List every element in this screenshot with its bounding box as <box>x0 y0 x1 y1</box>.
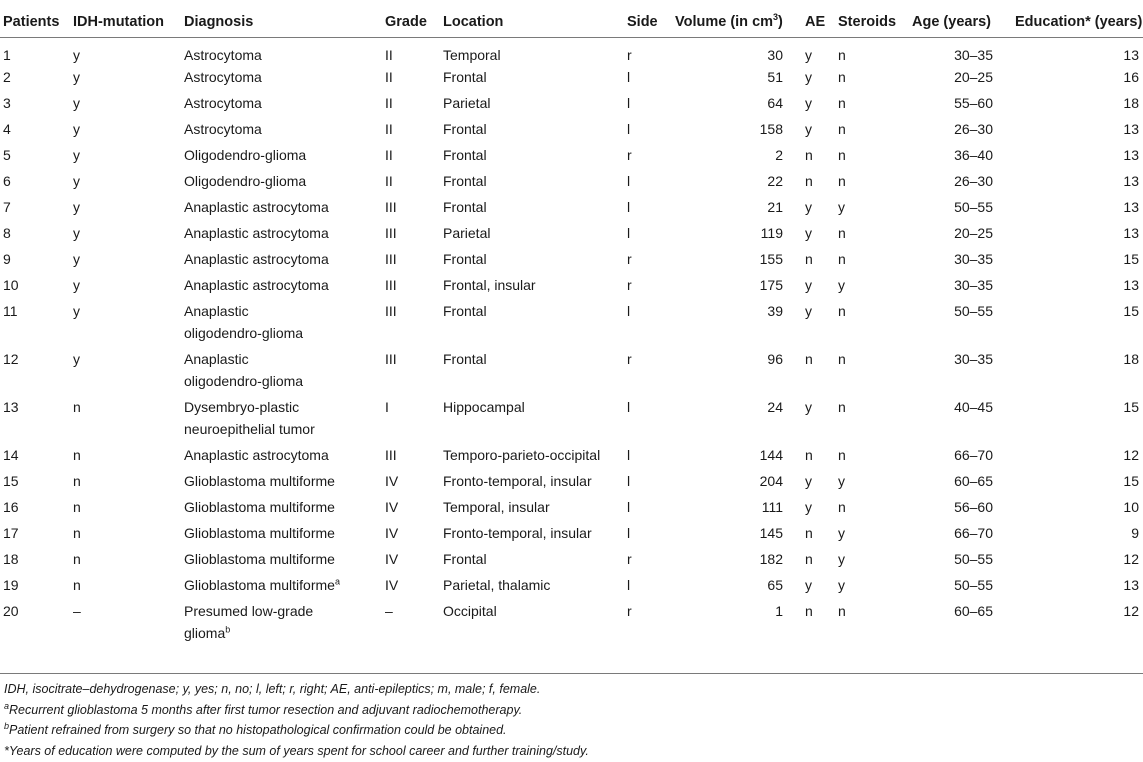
cell-side: l <box>627 303 631 319</box>
table-row <box>0 170 1143 196</box>
cell-education: 13 <box>1123 277 1139 293</box>
cell-age: 26–30 <box>954 121 993 137</box>
cell-location: Frontal <box>443 303 487 319</box>
cell-ae: y <box>805 473 812 489</box>
cell-side: l <box>627 225 631 241</box>
cell-idh: y <box>73 251 80 267</box>
cell-patient: 8 <box>3 225 11 241</box>
cell-location: Frontal <box>443 251 487 267</box>
cell-education: 18 <box>1123 95 1139 111</box>
cell-patient: 10 <box>3 277 19 293</box>
cell-patient: 16 <box>3 499 19 515</box>
footnote-b: $^b$Patient refrained from surgery so that no histopathological confirmation could be obtained. <box>4 720 507 737</box>
cell-steroids: n <box>838 173 846 189</box>
table-row <box>0 118 1143 144</box>
cell-grade: I <box>385 399 389 415</box>
cell-side: l <box>627 173 631 189</box>
cell-idh: y <box>73 47 80 63</box>
cell-patient: 20 <box>3 603 19 619</box>
cell-volume: 155 <box>759 251 783 267</box>
cell-idh: – <box>73 603 81 619</box>
table-footnotes <box>4 679 1139 761</box>
table-row <box>0 38 1143 67</box>
cell-ae: y <box>805 577 812 593</box>
table-row <box>0 444 1143 470</box>
cell-volume: 204 <box>759 473 783 489</box>
cell-location: Parietal <box>443 225 491 241</box>
cell-grade: III <box>385 251 397 267</box>
cell-volume: 111 <box>761 499 783 515</box>
cell-patient: 5 <box>3 147 11 163</box>
cell-grade: II <box>385 173 393 189</box>
cell-idh: y <box>73 303 80 319</box>
cell-patient: 2 <box>3 69 11 85</box>
cell-diagnosis: Glioblastoma multiforme <box>184 499 335 515</box>
cell-education: 15 <box>1123 473 1139 489</box>
cell-side: l <box>627 473 631 489</box>
cell-side: l <box>627 121 631 137</box>
cell-location: Hippocampal <box>443 399 525 415</box>
cell-location: Frontal <box>443 69 487 85</box>
cell-grade: III <box>385 351 397 367</box>
cell-patient: 19 <box>3 577 19 593</box>
table-row <box>0 196 1143 222</box>
cell-steroids: n <box>838 225 846 241</box>
cell-ae: y <box>805 69 812 85</box>
cell-education: 13 <box>1123 225 1139 241</box>
cell-grade: IV <box>385 473 399 489</box>
cell-diagnosis: Oligodendro-glioma <box>184 147 307 163</box>
cell-education: 12 <box>1123 551 1139 567</box>
cell-grade: IV <box>385 499 399 515</box>
cell-age: 66–70 <box>954 447 993 463</box>
cell-diagnosis: Anaplastic astrocytoma <box>184 251 329 267</box>
cell-side: r <box>627 147 632 163</box>
cell-volume: 2 <box>775 147 783 163</box>
cell-patient: 15 <box>3 473 19 489</box>
cell-diagnosis: Glioblastoma multiforme <box>184 551 335 567</box>
cell-volume: 96 <box>767 351 783 367</box>
table-row <box>0 222 1143 248</box>
cell-age: 36–40 <box>954 147 993 163</box>
cell-grade: IV <box>385 577 399 593</box>
cell-grade: IV <box>385 551 399 567</box>
cell-idh: n <box>73 577 81 593</box>
cell-education: 16 <box>1123 69 1139 85</box>
cell-diagnosis: Anaplastic oligodendro-glioma <box>184 303 304 341</box>
cell-side: r <box>627 551 632 567</box>
cell-age: 26–30 <box>954 173 993 189</box>
cell-idh: y <box>73 173 80 189</box>
cell-steroids: n <box>838 499 846 515</box>
cell-education: 13 <box>1123 47 1139 63</box>
cell-idh: y <box>73 225 80 241</box>
cell-education: 15 <box>1123 251 1139 267</box>
cell-location: Parietal <box>443 95 491 111</box>
cell-grade: II <box>385 121 393 137</box>
cell-ae: y <box>805 225 812 241</box>
cell-ae: y <box>805 47 812 63</box>
cell-idh: y <box>73 199 80 215</box>
cell-side: l <box>627 577 631 593</box>
cell-volume: 64 <box>767 95 783 111</box>
cell-diagnosis: Glioblastoma multiforme$^a$ <box>184 576 340 593</box>
cell-patient: 12 <box>3 351 19 367</box>
cell-education: 13 <box>1123 199 1139 215</box>
cell-age: 30–35 <box>954 277 993 293</box>
cell-volume: 65 <box>767 577 783 593</box>
cell-idh: n <box>73 551 81 567</box>
cell-grade: II <box>385 147 393 163</box>
cell-diagnosis: Astrocytoma <box>184 69 262 85</box>
cell-idh: n <box>73 447 81 463</box>
cell-diagnosis: Dysembryo-plastic neuroepithelial tumor <box>184 399 315 437</box>
cell-idh: y <box>73 95 80 111</box>
cell-volume: 21 <box>767 199 783 215</box>
table-row <box>0 92 1143 118</box>
cell-volume: 24 <box>767 399 783 415</box>
cell-volume: 182 <box>759 551 783 567</box>
header-volume: Volume (in $cm^3$) <box>675 7 805 38</box>
cell-age: 66–70 <box>954 525 993 541</box>
cell-location: Frontal <box>443 351 487 367</box>
cell-diagnosis: Oligodendro-glioma <box>184 173 307 189</box>
cell-idh: n <box>73 525 81 541</box>
cell-steroids: n <box>838 351 846 367</box>
table-row <box>0 600 1143 648</box>
cell-ae: n <box>805 147 813 163</box>
cell-patient: 6 <box>3 173 11 189</box>
table-row <box>0 396 1143 444</box>
cell-side: l <box>627 199 631 215</box>
table-row <box>0 496 1143 522</box>
cell-side: l <box>627 95 631 111</box>
cell-grade: – <box>385 603 393 619</box>
header-grade: Grade <box>385 7 443 38</box>
cell-diagnosis: Astrocytoma <box>184 121 262 137</box>
cell-location: Parietal, thalamic <box>443 577 551 593</box>
cell-ae: y <box>805 303 812 319</box>
cell-idh: n <box>73 473 81 489</box>
header-steroids: Steroids <box>838 7 908 38</box>
cell-idh: n <box>73 499 81 515</box>
cell-ae: y <box>805 277 812 293</box>
cell-location: Temporo-parieto-occipital <box>443 447 601 463</box>
header-idh-mutation: IDH-mutation <box>73 7 184 38</box>
table-row <box>0 348 1143 396</box>
cell-patient: 9 <box>3 251 11 267</box>
cell-education: 12 <box>1123 603 1139 619</box>
table-bottom-rule <box>0 673 1143 674</box>
header-diagnosis: Diagnosis <box>184 7 385 38</box>
cell-location: Fronto-temporal, insular <box>443 473 592 489</box>
cell-idh: y <box>73 69 80 85</box>
cell-steroids: n <box>838 121 846 137</box>
cell-age: 40–45 <box>954 399 993 415</box>
cell-ae: n <box>805 525 813 541</box>
cell-patient: 11 <box>3 303 18 319</box>
cell-ae: y <box>805 199 812 215</box>
cell-side: r <box>627 251 632 267</box>
cell-diagnosis: Astrocytoma <box>184 47 262 63</box>
cell-steroids: y <box>838 199 845 215</box>
header-side: Side <box>627 7 675 38</box>
cell-idh: y <box>73 121 80 137</box>
table-row <box>0 522 1143 548</box>
cell-patient: 14 <box>3 447 19 463</box>
table-row <box>0 248 1143 274</box>
cell-volume: 175 <box>759 277 783 293</box>
cell-steroids: y <box>838 525 845 541</box>
cell-side: r <box>627 351 632 367</box>
cell-steroids: n <box>838 147 846 163</box>
table-row <box>0 548 1143 574</box>
cell-side: l <box>627 447 631 463</box>
cell-patient: 4 <box>3 121 11 137</box>
cell-location: Frontal, insular <box>443 277 536 293</box>
cell-ae: y <box>805 399 812 415</box>
cell-volume: 39 <box>767 303 783 319</box>
header-location: Location <box>443 7 627 38</box>
cell-ae: n <box>805 351 813 367</box>
cell-steroids: n <box>838 399 846 415</box>
cell-volume: 119 <box>760 225 783 241</box>
cell-age: 50–55 <box>954 551 993 567</box>
cell-volume: 22 <box>767 173 783 189</box>
cell-diagnosis: Anaplastic astrocytoma <box>184 199 329 215</box>
cell-education: 12 <box>1123 447 1139 463</box>
cell-age: 50–55 <box>954 577 993 593</box>
cell-steroids: n <box>838 47 846 63</box>
cell-side: l <box>627 499 631 515</box>
cell-ae: y <box>805 95 812 111</box>
cell-side: r <box>627 603 632 619</box>
table-row <box>0 66 1143 92</box>
cell-volume: 30 <box>767 47 783 63</box>
cell-education: 9 <box>1131 525 1139 541</box>
cell-diagnosis: Anaplastic astrocytoma <box>184 447 329 463</box>
cell-age: 50–55 <box>954 199 993 215</box>
cell-volume: 158 <box>759 121 783 137</box>
cell-diagnosis: Astrocytoma <box>184 95 262 111</box>
cell-grade: III <box>385 447 397 463</box>
cell-grade: III <box>385 303 397 319</box>
header-ae: AE <box>805 7 838 38</box>
cell-side: l <box>627 525 631 541</box>
cell-side: r <box>627 47 632 63</box>
cell-steroids: n <box>838 95 846 111</box>
cell-education: 10 <box>1123 499 1139 515</box>
cell-patient: 7 <box>3 199 11 215</box>
cell-diagnosis: Glioblastoma multiforme <box>184 525 335 541</box>
cell-ae: n <box>805 447 813 463</box>
cell-grade: IV <box>385 525 399 541</box>
cell-education: 13 <box>1123 121 1139 137</box>
footnote-abbreviations: IDH, isocitrate–dehydrogenase; y, yes; n, no; l, left; r, right; AE, anti-epileptics; m, male; f, female. <box>4 682 541 696</box>
cell-ae: n <box>805 551 813 567</box>
cell-grade: III <box>385 277 397 293</box>
cell-grade: III <box>385 199 397 215</box>
cell-side: l <box>627 69 631 85</box>
cell-patient: 1 <box>3 47 11 63</box>
cell-ae: n <box>805 251 813 267</box>
cell-location: Frontal <box>443 199 487 215</box>
cell-education: 13 <box>1123 173 1139 189</box>
cell-education: 13 <box>1123 147 1139 163</box>
table-row <box>0 274 1143 300</box>
cell-ae: n <box>805 603 813 619</box>
header-row <box>0 7 1143 38</box>
cell-age: 55–60 <box>954 95 993 111</box>
table-row <box>0 574 1143 600</box>
cell-side: r <box>627 277 632 293</box>
cell-location: Frontal <box>443 147 487 163</box>
cell-steroids: y <box>838 473 845 489</box>
header-patients: Patients <box>0 7 73 38</box>
cell-age: 50–55 <box>954 303 993 319</box>
cell-diagnosis: Anaplastic oligodendro-glioma <box>184 351 304 389</box>
cell-age: 20–25 <box>954 69 993 85</box>
cell-location: Temporal <box>443 47 501 63</box>
table-row <box>0 300 1143 348</box>
cell-age: 60–65 <box>954 473 993 489</box>
cell-steroids: n <box>838 251 846 267</box>
cell-diagnosis: Presumed low-grade glioma$^b$ <box>184 603 314 641</box>
cell-steroids: n <box>838 303 846 319</box>
cell-idh: y <box>73 147 80 163</box>
footnote-education: *Years of education were computed by the sum of years spent for school career and further training/study. <box>4 743 589 758</box>
cell-diagnosis: Anaplastic astrocytoma <box>184 225 329 241</box>
table-body <box>0 38 1143 649</box>
cell-idh: n <box>73 399 81 415</box>
cell-idh: y <box>73 277 80 293</box>
header-education: Education* (years) <box>1015 7 1143 38</box>
cell-ae: y <box>805 499 812 515</box>
cell-steroids: y <box>838 551 845 567</box>
cell-steroids: n <box>838 447 846 463</box>
cell-age: 56–60 <box>954 499 993 515</box>
cell-education: 15 <box>1123 399 1139 415</box>
table-row <box>0 144 1143 170</box>
cell-age: 30–35 <box>954 351 993 367</box>
cell-steroids: n <box>838 603 846 619</box>
cell-grade: II <box>385 69 393 85</box>
cell-age: 20–25 <box>954 225 993 241</box>
cell-volume: 51 <box>767 69 783 85</box>
cell-grade: II <box>385 95 393 111</box>
cell-location: Fronto-temporal, insular <box>443 525 592 541</box>
cell-side: l <box>627 399 631 415</box>
cell-patient: 17 <box>3 525 19 541</box>
cell-location: Temporal, insular <box>443 499 550 515</box>
cell-ae: y <box>805 121 812 137</box>
cell-ae: n <box>805 173 813 189</box>
cell-volume: 1 <box>775 603 783 619</box>
cell-steroids: y <box>838 277 845 293</box>
cell-diagnosis: Glioblastoma multiforme <box>184 473 335 489</box>
cell-education: 18 <box>1123 351 1139 367</box>
cell-steroids: n <box>838 69 846 85</box>
cell-grade: II <box>385 47 393 63</box>
cell-volume: 145 <box>759 525 783 541</box>
cell-patient: 3 <box>3 95 11 111</box>
cell-education: 13 <box>1123 577 1139 593</box>
cell-diagnosis: Anaplastic astrocytoma <box>184 277 329 293</box>
patient-characteristics-table <box>0 7 1143 648</box>
cell-education: 15 <box>1123 303 1139 319</box>
footnote-a: $^a$Recurrent glioblastoma 5 months after first tumor resection and adjuvant radiochemotherapy. <box>4 700 523 717</box>
cell-age: 30–35 <box>954 251 993 267</box>
cell-location: Occipital <box>443 603 497 619</box>
cell-patient: 18 <box>3 551 19 567</box>
cell-location: Frontal <box>443 121 487 137</box>
cell-volume: 144 <box>759 447 783 463</box>
cell-grade: III <box>385 225 397 241</box>
cell-idh: y <box>73 351 80 367</box>
header-age: Age (years) <box>908 7 1015 38</box>
cell-age: 30–35 <box>954 47 993 63</box>
cell-location: Frontal <box>443 551 487 567</box>
cell-steroids: y <box>838 577 845 593</box>
table-row <box>0 470 1143 496</box>
cell-location: Frontal <box>443 173 487 189</box>
cell-patient: 13 <box>3 399 19 415</box>
cell-age: 60–65 <box>954 603 993 619</box>
